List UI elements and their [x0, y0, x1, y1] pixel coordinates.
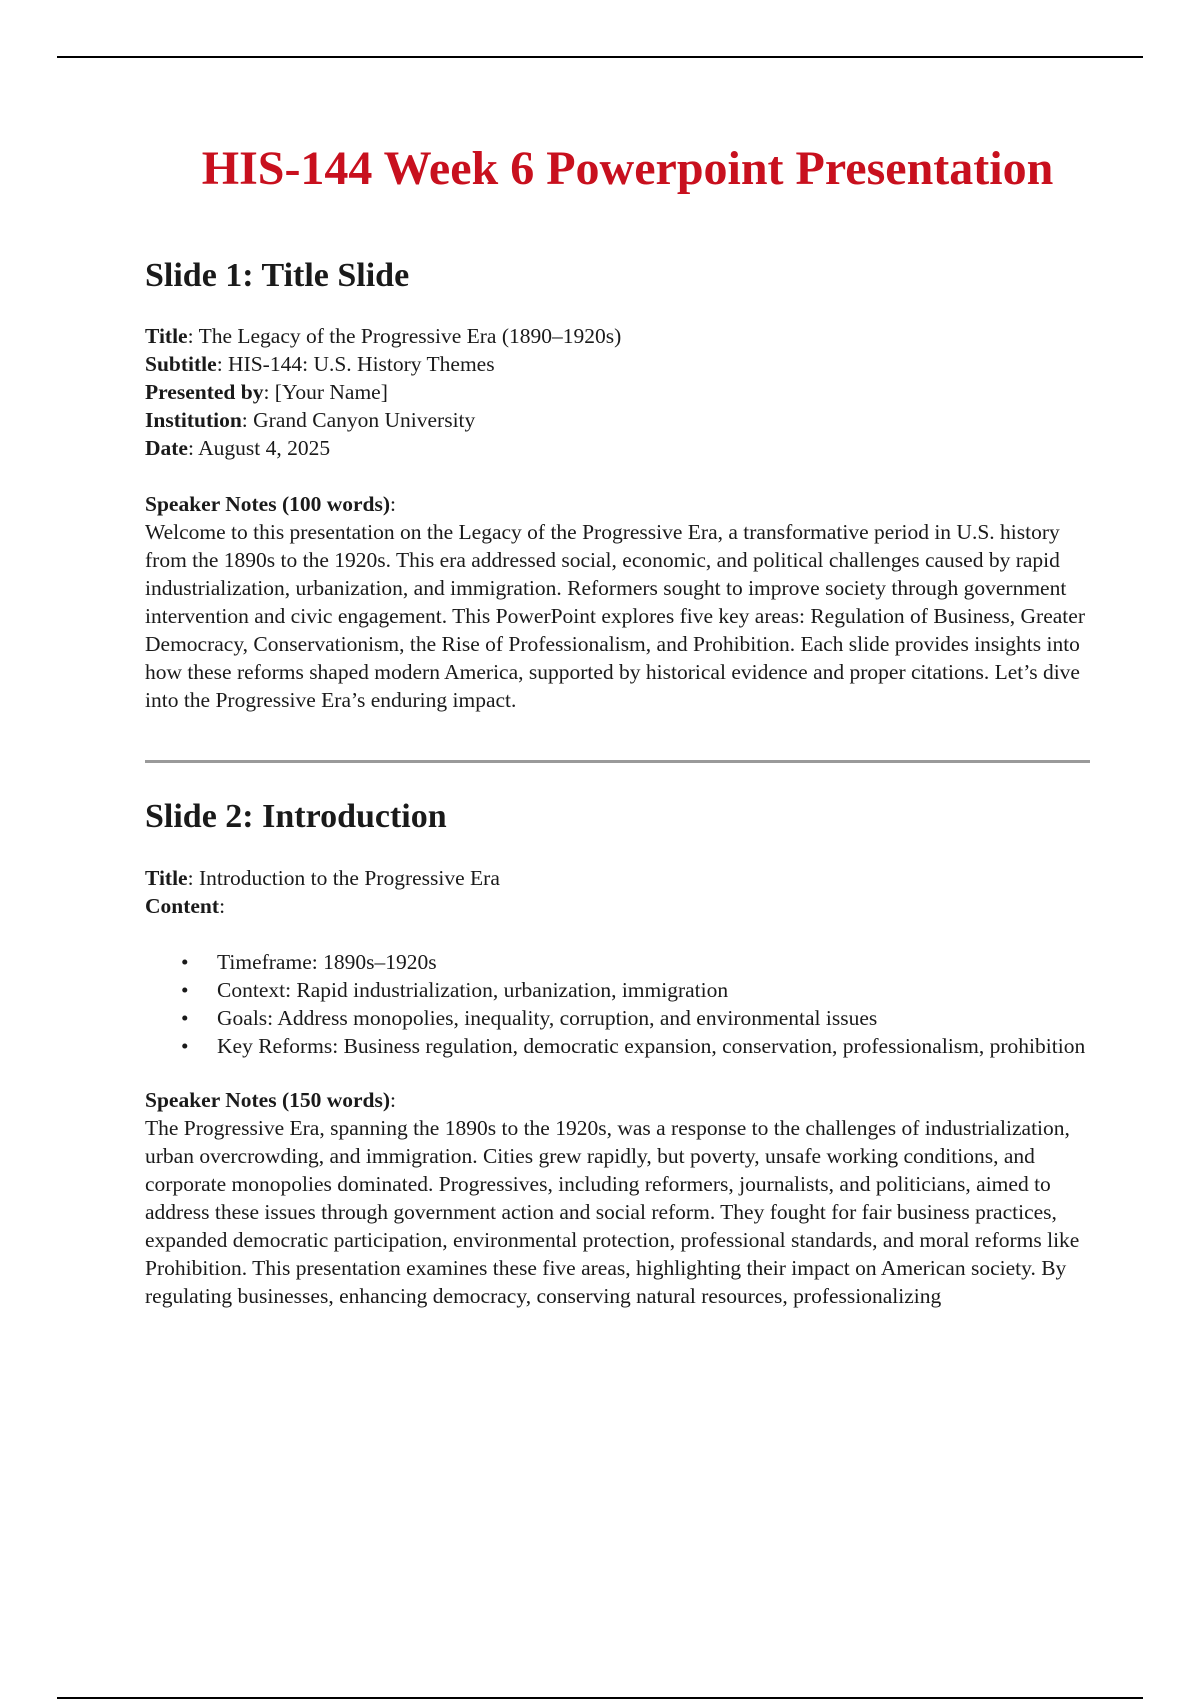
field-label: Date: [145, 436, 188, 461]
slide1-notes-text: Welcome to this presentation on the Legacy of the Progressive Era, a transformative period in U.S. history from the 1890s to the 1920s. This era addressed social, economic, and political challenges caused by rapid industrialization, urbanization, and immigration. Reformers sought to improve society through government intervention and civic engagement. This PowerPoint explores five key areas: Regulation of Business, Greater Democracy, Conservationism, the Rise of Professionalism, and Prohibition. Each slide provides insights into how these reforms shaped modern America, supported by historical evidence and proper citations. Let’s dive into the Progressive Era’s enduring impact.: [145, 520, 1085, 713]
notes-label-colon: :: [390, 1088, 397, 1113]
notes-label-text: Speaker Notes (150 words): [145, 1088, 391, 1113]
field-label: Institution: [145, 408, 242, 433]
section-divider: [145, 760, 1090, 763]
slide1-fields: [145, 322, 1090, 462]
slide1-field-title: [145, 322, 1090, 350]
slide2-bullet-list: [145, 948, 1090, 1060]
top-rule: [57, 56, 1143, 58]
slide2-notes-label: [145, 1086, 1090, 1114]
field-value: : Introduction to the Progressive Era: [187, 866, 500, 891]
notes-label-text: Speaker Notes (100 words): [145, 492, 391, 517]
slide2-fields: [145, 864, 1090, 920]
document-title: HIS-144 Week 6 Powerpoint Presentation: [201, 142, 1054, 195]
slide2-heading: Slide 2: Introduction: [145, 798, 447, 836]
slide2-notes-text: The Progressive Era, spanning the 1890s to the 1920s, was a response to the challenges of industrialization, urban overcrowding, and immigration. Cities grew rapidly, but poverty, unsafe working conditions, and corporate monopolies dominated. Progressives, including reformers, journalists, and politicians, aimed to address these issues through government action and social reform. They fought for fair business practices, expanded democratic participation, environmental protection, professional standards, and moral reforms like Prohibition. This presentation examines these five areas, highlighting their impact on American society. By regulating businesses, enhancing democracy, conserving natural resources, professionalizing: [145, 1116, 1080, 1309]
field-label: Content: [145, 894, 220, 919]
bottom-rule: [57, 1697, 1143, 1699]
field-label: Presented by: [145, 380, 264, 405]
slide1-notes-label: [145, 490, 1090, 518]
notes-label-colon: :: [390, 492, 397, 517]
field-value: : The Legacy of the Progressive Era (1890–1920s): [187, 324, 622, 349]
field-value: : [Your Name]: [263, 380, 388, 405]
slide2-field-content: [145, 892, 1090, 920]
field-label: Subtitle: [145, 352, 217, 377]
field-value: : HIS-144: U.S. History Themes: [216, 352, 495, 377]
list-item: • Goals: Address monopolies, inequality, corruption, and environmental issues: [217, 1004, 1090, 1032]
field-value: : Grand Canyon University: [241, 408, 476, 433]
list-item: • Timeframe: 1890s–1920s: [217, 948, 1090, 976]
slide2-field-title: [145, 864, 1090, 892]
slide1-field-subtitle: [145, 350, 1090, 378]
field-value: :: [219, 894, 226, 919]
slide1-field-presenter: [145, 378, 1090, 406]
slide1-field-institution: [145, 406, 1090, 434]
field-label: Title: [145, 866, 188, 891]
list-item: • Context: Rapid industrialization, urbanization, immigration: [217, 976, 1090, 1004]
list-item: • Key Reforms: Business regulation, democratic expansion, conservation, professionalism, prohibition: [217, 1032, 1090, 1060]
field-value: : August 4, 2025: [187, 436, 331, 461]
field-label: Title: [145, 324, 188, 349]
document-page: [145, 140, 1090, 1310]
slide1-heading: Slide 1: Title Slide: [145, 256, 410, 294]
slide1-field-date: [145, 434, 1090, 462]
